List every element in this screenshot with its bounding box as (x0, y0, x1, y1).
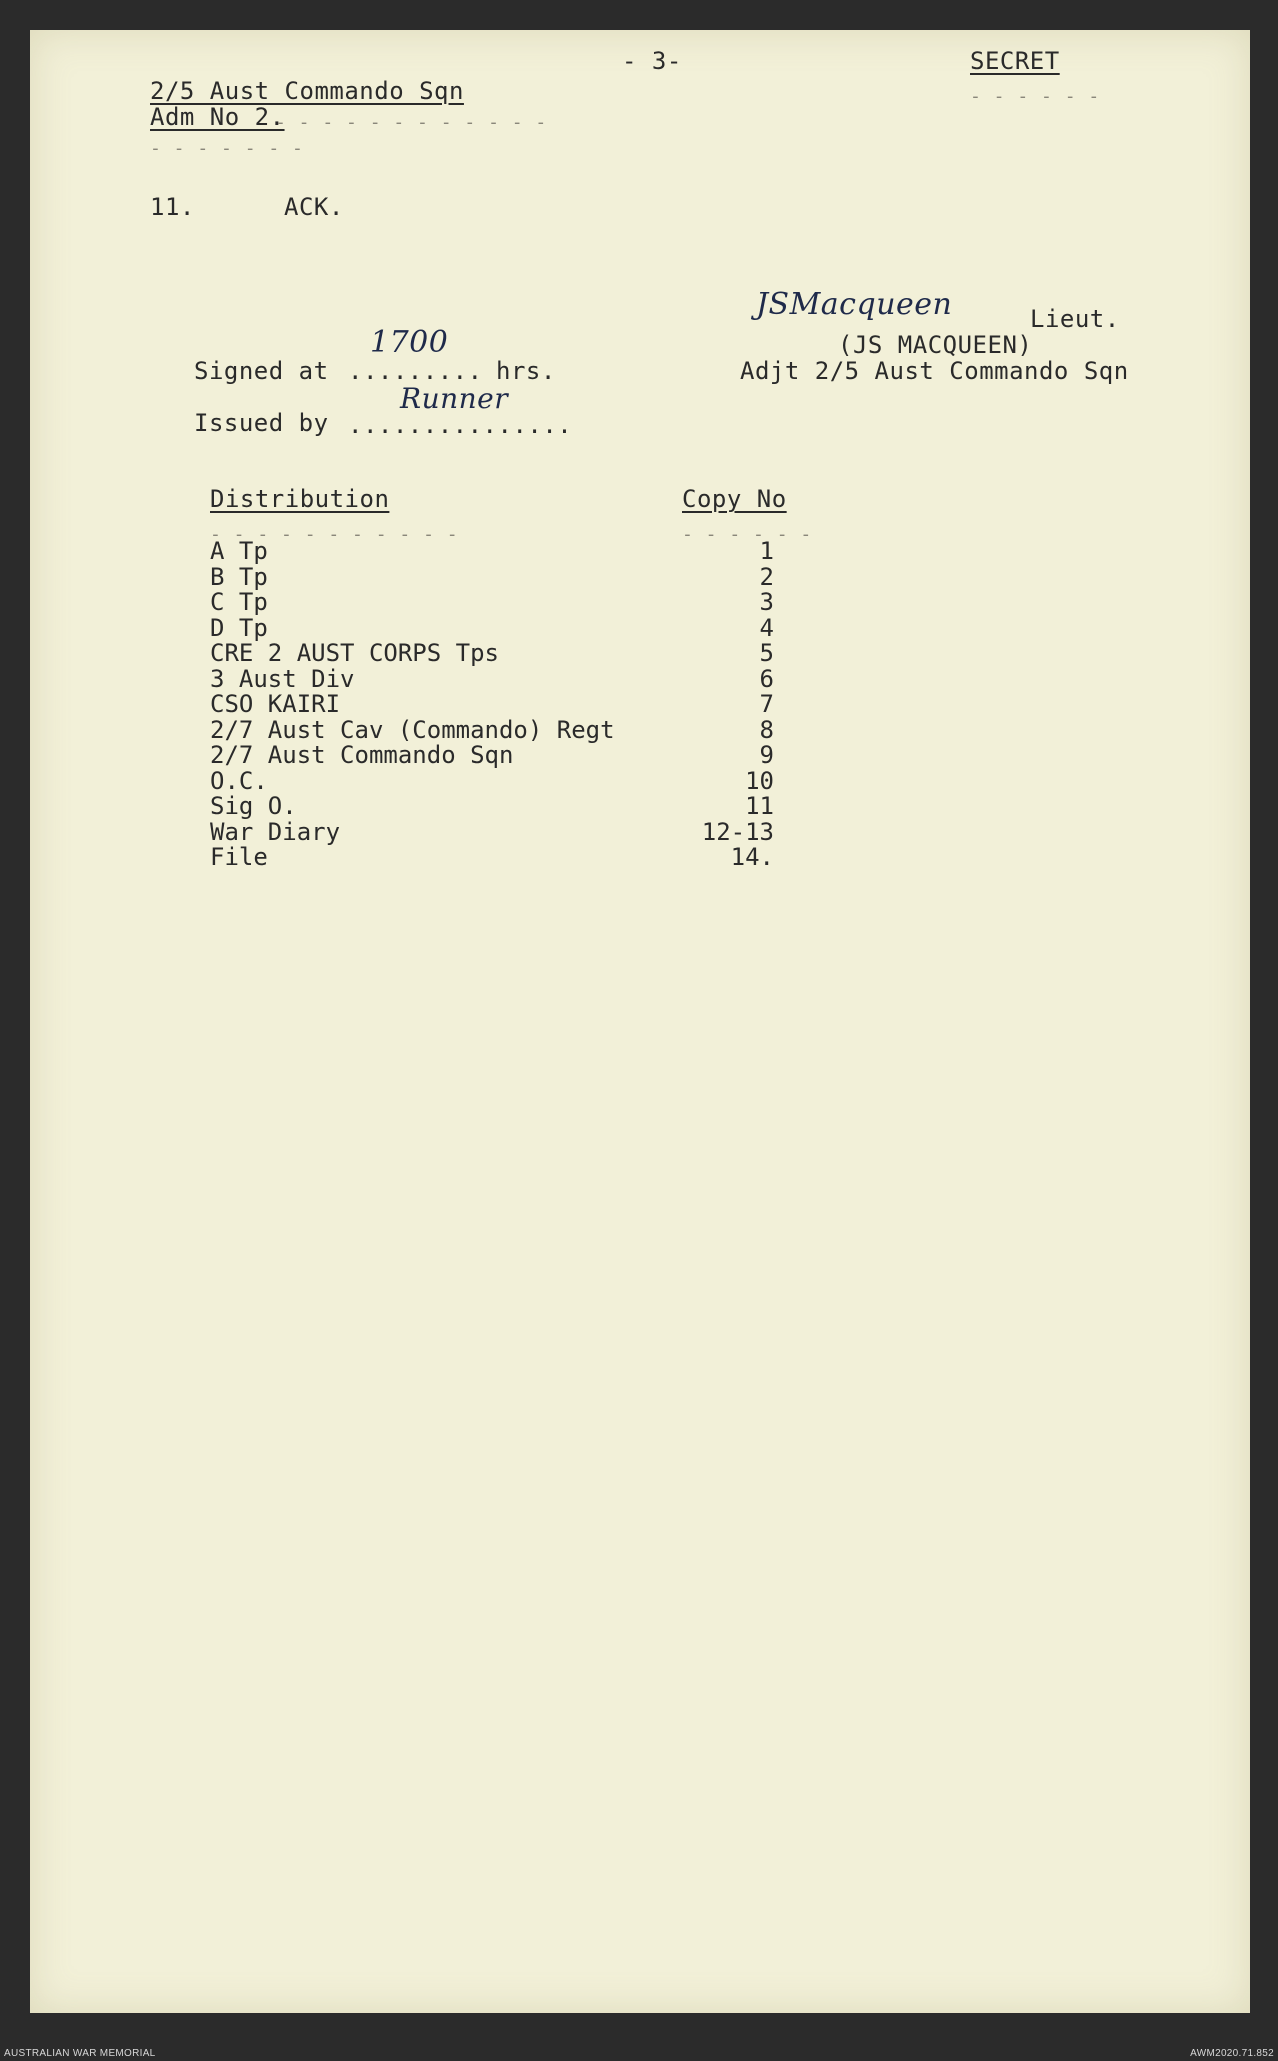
distribution-recipient: 3 Aust Div (210, 665, 355, 693)
distribution-copy-number: 4 (759, 614, 774, 642)
distribution-recipient: D Tp (210, 614, 268, 642)
signature-handwritten: JSMacqueen (756, 287, 953, 322)
distribution-copy-number: 10 (745, 767, 774, 795)
copy-no-header: Copy No (682, 485, 787, 513)
distribution-copy-number: 5 (759, 639, 774, 667)
distribution-copy-number: 12-13 (701, 818, 774, 846)
signed-at-time: 1700 (370, 325, 449, 360)
distribution-recipient: War Diary (210, 818, 341, 846)
document-page (30, 30, 1250, 2013)
distribution-copy-number: 14. (730, 843, 774, 871)
distribution-recipient: O.C. (210, 767, 268, 795)
order-ref-dashes: - - - - - - - - - - - - (275, 112, 548, 133)
classification-label: SECRET (970, 47, 1060, 75)
classification-underline: - - - - - - (970, 86, 1101, 107)
distribution-copy-number: 11 (745, 792, 774, 820)
unit-title: 2/5 Aust Commando Sqn (150, 77, 464, 105)
distribution-recipient: Sig O. (210, 792, 297, 820)
order-ref-underline: - - - - - - - (150, 138, 304, 159)
signature-appointment: Adjt 2/5 Aust Commando Sqn (740, 357, 1129, 385)
distribution-recipient: B Tp (210, 563, 268, 591)
distribution-copy-number: 2 (759, 563, 774, 591)
distribution-recipient: CRE 2 AUST CORPS Tps (210, 639, 499, 667)
page-number: - 3- (622, 47, 682, 75)
footer-right: AWM2020.71.852 (1190, 2048, 1274, 2059)
section-title: ACK. (284, 193, 344, 221)
distribution-copy-number: 1 (759, 537, 774, 565)
distribution-recipient: 2/7 Aust Cav (Commando) Regt (210, 716, 615, 744)
footer-left: AUSTRALIAN WAR MEMORIAL (4, 2048, 156, 2059)
order-reference: Adm No 2. (150, 103, 285, 131)
signature-rank: Lieut. (1030, 305, 1120, 333)
issued-by-dots: ............... (348, 411, 573, 439)
distribution-recipient: 2/7 Aust Commando Sqn (210, 741, 514, 769)
section-number: 11. (150, 193, 195, 221)
distribution-copy-number: 7 (759, 690, 774, 718)
distribution-header: Distribution (210, 485, 390, 513)
copy-no-underline: - - - - - - (682, 524, 813, 545)
signature-name: (JS MACQUEEN) (838, 331, 1033, 359)
distribution-copy-number: 9 (759, 741, 774, 769)
distribution-recipient: C Tp (210, 588, 268, 616)
signed-at-suffix: hrs. (496, 357, 556, 385)
distribution-copy-number: 6 (759, 665, 774, 693)
distribution-copy-number: 3 (759, 588, 774, 616)
signed-at-dots: ......... (348, 357, 483, 385)
distribution-copy-number: 8 (759, 716, 774, 744)
distribution-recipient: File (210, 843, 268, 871)
issued-by-label: Issued by (194, 409, 329, 437)
distribution-recipient: CSO KAIRI (210, 690, 341, 718)
distribution-recipient: A Tp (210, 537, 268, 565)
issued-by-value: Runner (400, 382, 509, 415)
distribution-underline: - - - - - - - - - - - (210, 524, 459, 545)
signed-at-label: Signed at (194, 357, 329, 385)
